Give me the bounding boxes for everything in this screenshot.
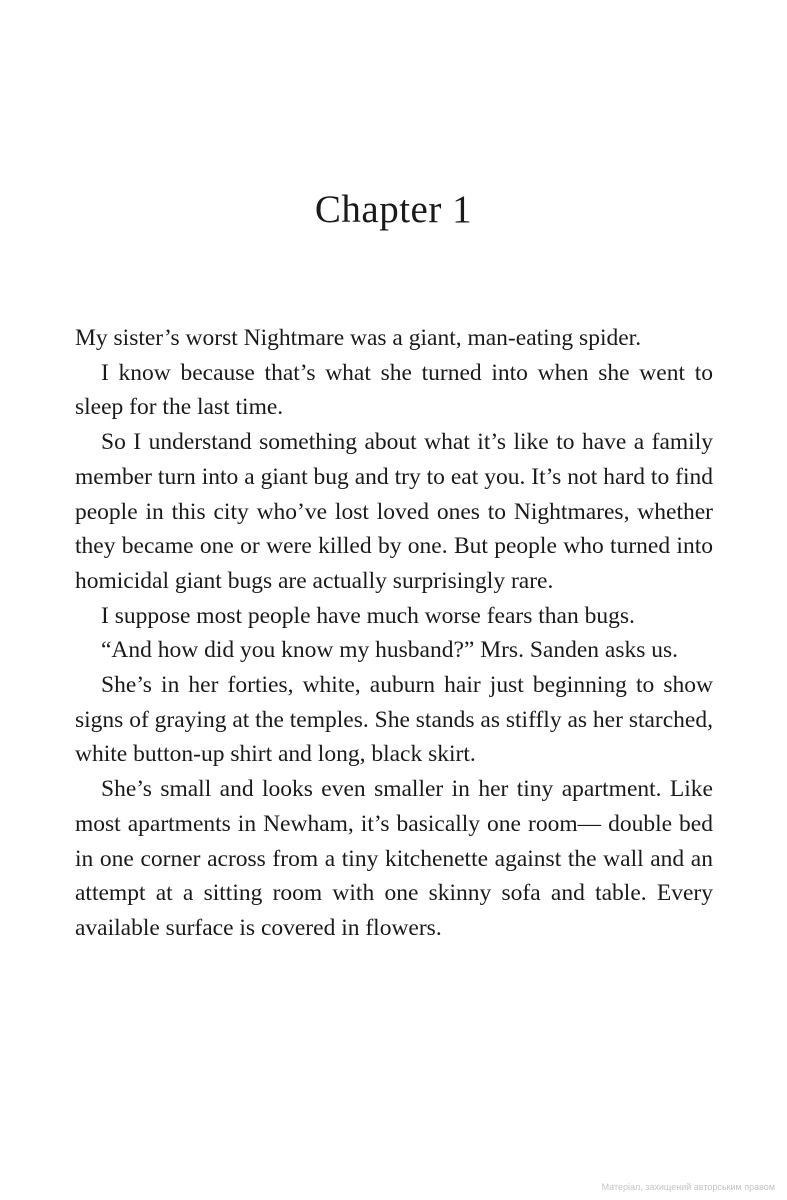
paragraph: “And how did you know my husband?” Mrs. Sanden asks us.: [101, 637, 679, 664]
paragraph: I know because that’s what she turned into when she went to sleep for the last time.: [75, 359, 713, 421]
paragraph: My sister’s worst Nightmare was a giant, man-eating spider.: [75, 325, 642, 351]
paragraph: She’s small and looks even smaller in her tiny apartment. Like most apartments in Newham, it’s basically one room— double bed in one corner across from a tiny kitchenette against the wall and an attempt at a sitting room with one skinny sofa and table. Every available surface is covered in flowers.: [75, 776, 713, 941]
chapter-title: Chapter 1: [314, 188, 473, 231]
paragraph: So I understand something about what it’s like to have a family member turn into a giant bug and try to eat you. It’s not hard to find people in this city who’ve lost loved ones to Nightmares, whether they became one or were killed by one. But people who turned into homicidal giant bugs are actually surprisingly rare.: [75, 429, 713, 594]
copyright-watermark: Матеріал, захищений авторським правом: [601, 1182, 775, 1192]
paragraph: She’s in her forties, white, auburn hair just beginning to show signs of graying at the temples. She stands as stiffly as her starched, white button-up shirt and long, black skirt.: [75, 672, 713, 768]
chapter-body: [75, 321, 713, 946]
paragraph: I suppose most people have much worse fears than bugs.: [101, 602, 635, 629]
